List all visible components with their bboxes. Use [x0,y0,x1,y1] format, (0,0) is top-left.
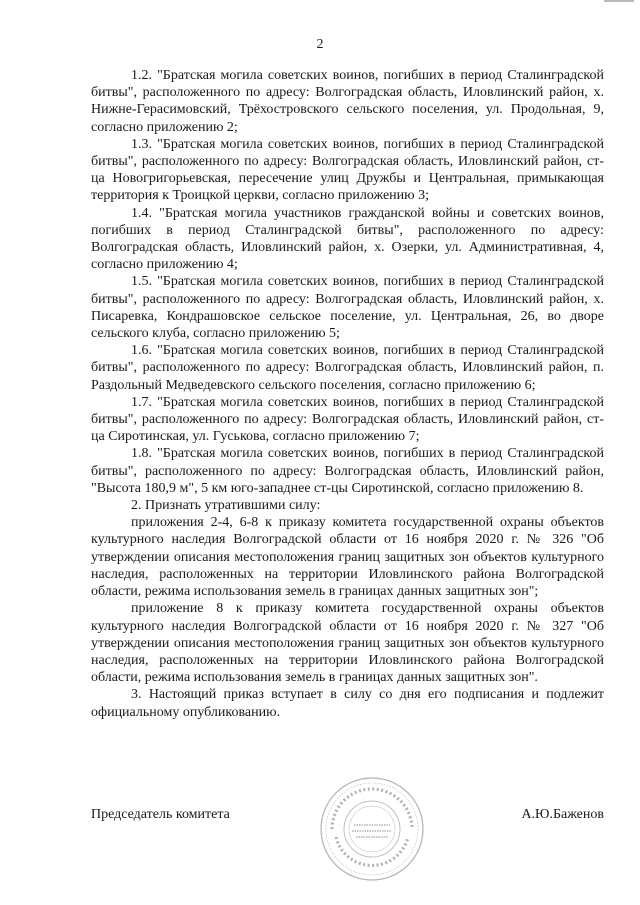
page-number: 2 [316,37,324,52]
paragraph-3: 3. Настоящий приказ вступает в силу со дня его подписания и подлежит официальному опубликованию. [91,687,604,720]
paragraph-2: 2. Признать утратившими силу: [131,498,321,514]
scan-edge-mark [604,0,634,2]
signatory-name: А.Ю.Баженов [521,807,604,822]
paragraph-2-appendix-327: приложение 8 к приказу комитета государственной охраны объектов культурного наследия Волгоградской области от 16 ноября 2020 г. № 327 "Об утверждении описания местоположения границ защитных зон объектов культурного наследия, расположенных на территории Иловлинского района Волгоградской области, режима использования земель в границах данных защитных зон". [91,601,604,686]
paragraph-1-5: 1.5. "Братская могила советских воинов, погибших в период Сталинградской битвы", расположенного по адресу: Волгоградская область, Иловлинский район, х. Писаревка, Кондрашовское сельское поселение, ул. Центральная, 26, во дворе сельского клуба, согласно приложению 5; [91,274,604,342]
paragraph-1-7: 1.7. "Братская могила советских воинов, погибших в период Сталинградской битвы", расположенного по адресу: Волгоградская область, Иловлинский район, ст-ца Сиротинская, ул. Гуськова, согласно приложению 7; [91,394,604,445]
official-seal-stamp [318,775,426,883]
signature-block [91,806,604,826]
paragraph-1-6: 1.6. "Братская могила советских воинов, погибших в период Сталинградской битвы", расположенного по адресу: Волгоградская область, Иловлинский район, п. Раздольный Медведевского сельского поселения, согласно приложению 6; [91,343,604,393]
document-body [91,67,604,721]
paragraph-1-8: 1.8. "Братская могила советских воинов, погибших в период Сталинградской битвы", расположенного по адресу: Волгоградская область, Иловлинский район, "Высота 180,9 м", 5 км юго-западнее ст-цы Сиротинской, согласно приложению 8. [91,446,604,496]
paragraph-1-3: 1.3. "Братская могила советских воинов, погибших в период Сталинградской битвы", расположенного по адресу: Волгоградская область, Иловлинский район, ст-ца Новогригорьевская, пересечение улиц Дружбы и Центральная, примыкающая территория к Троицкой церкви, согласно приложению 3; [91,136,604,204]
paragraph-1-2: 1.2. "Братская могила советских воинов, погибших в период Сталинградской битвы", расположенного по адресу: Волгоградская область, Иловлинский район, х. Нижне-Герасимовский, Трёхостровского сельского поселения, ул. Продольная, 9, согласно приложению 2; [91,68,604,135]
paragraph-2-appendices-326: приложения 2-4, 6-8 к приказу комитета государственной охраны объектов культурного наследия Волгоградской области от 16 ноября 2020 г. № 326 "Об утверждении описания местоположения границ защитных зон объектов культурного наследия, расположенных на территории Иловлинского района Волгоградской области, режима использования земель в границах данных защитных зон"; [91,515,604,600]
paragraph-1-4: 1.4. "Братская могила участников гражданской войны и советских воинов, погибших в период Сталинградской битвы", расположенного по адресу: Волгоградская область, Иловлинский район, х. Озерки, ул. Административная, 4, согласно приложению 4; [91,205,604,273]
signatory-title: Председатель комитета [91,807,230,822]
